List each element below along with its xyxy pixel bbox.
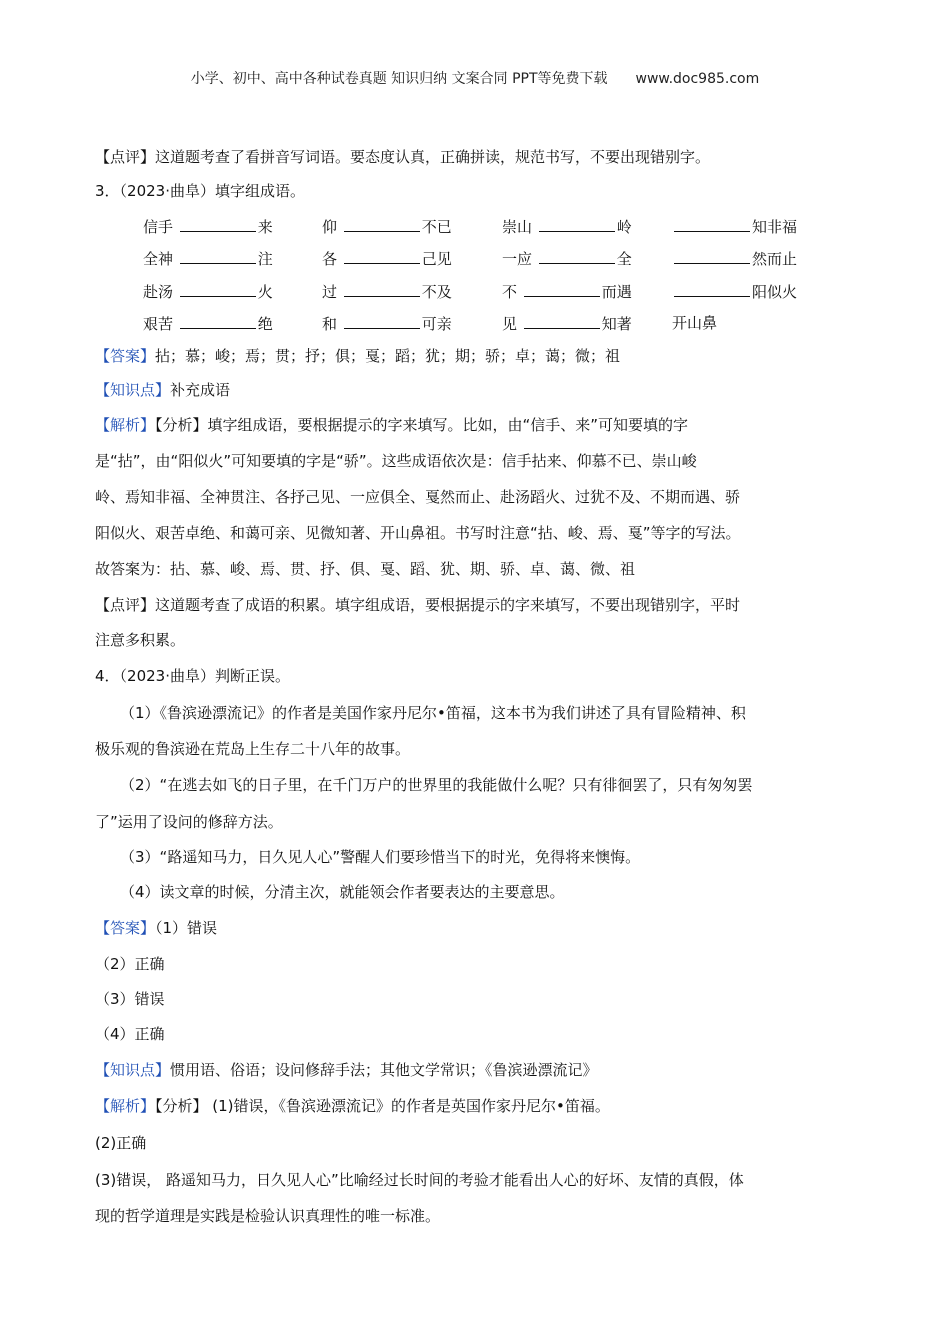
q4-analysis-line-2: (3)错误， 路遥知马力，日久见人心”比喻经过长时间的考验才能看出人心的好坏、友情的真假，体 — [95, 1171, 744, 1189]
q3-title: 3．（2023·曲阜）填字组成语。 — [95, 182, 305, 200]
idiom-item — [322, 281, 452, 302]
analysis-text: 【分析】填字组成语，要根据提示的字来填写。比如，由“信手、来”可知要填的字 — [155, 416, 689, 434]
idiom-item — [143, 313, 273, 334]
q3-answer — [95, 346, 620, 366]
idiom-prefix: 崇山 — [502, 218, 533, 236]
answer-tag: 【答案】 — [95, 347, 156, 365]
idiom-suffix: 而遇 — [601, 283, 632, 301]
q3-analysis-line-0 — [95, 415, 688, 435]
q3-analysis-line-1: 是“拈”，由“阳似火”可知要填的字是“骄”。这些成语依次是：信手拈来、仰慕不已、崇山峻 — [95, 452, 697, 470]
idiom-prefix: 全神 — [143, 250, 174, 268]
idiom-item — [502, 281, 632, 302]
fill-blank[interactable] — [524, 313, 600, 329]
fill-blank[interactable] — [674, 248, 750, 264]
q4-item-1-line-1: 极乐观的鲁滨逊在荒岛上生存二十八年的故事。 — [95, 740, 411, 758]
idiom-prefix: 一应 — [502, 250, 533, 268]
analysis-text: 【分析】 (1)错误，《鲁滨逊漂流记》的作者是英国作家丹尼尔•笛福。 — [155, 1097, 610, 1115]
idiom-item — [502, 248, 632, 269]
answer-tag: 【答案】 — [95, 919, 156, 937]
q3-comment-line-0 — [95, 595, 740, 615]
idiom-prefix: 过 — [322, 283, 338, 301]
answer-text: 拈；慕；峻；焉；贯；抒；俱；戛；蹈；犹；期；骄；卓；蔼；微；祖 — [155, 347, 621, 365]
idiom-suffix: 可亲 — [421, 315, 452, 333]
idiom-item — [143, 281, 273, 302]
idiom-suffix: 知著 — [601, 315, 632, 333]
q4-title: 4．（2023·曲阜）判断正误。 — [95, 667, 290, 685]
q4-answer — [95, 918, 217, 938]
idiom-suffix: 注 — [257, 250, 273, 268]
answer-1: （1）错误 — [155, 919, 218, 937]
idiom-item — [672, 216, 797, 237]
fill-blank[interactable] — [180, 313, 256, 329]
q4-item-2-line-0: （2）“在逃去如飞的日子里，在千门万户的世界里的我能做什么呢？只有徘徊罢了，只有匆匆罢 — [120, 776, 753, 794]
answer-4: （4）正确 — [95, 1025, 165, 1043]
q4-item-2-line-1: 了”运用了设问的修辞方法。 — [95, 813, 283, 831]
q3-analysis-line-3: 阳似火、艰苦卓绝、和蔼可亲、见微知著、开山鼻祖。书写时注意“拈、峻、焉、戛”等字的写法。 — [95, 524, 741, 542]
idiom-prefix: 和 — [322, 315, 338, 333]
idiom-suffix: 阳似火 — [752, 283, 798, 301]
idiom-prefix: 信手 — [143, 218, 174, 236]
fill-blank[interactable] — [344, 248, 420, 264]
idiom-suffix: 全 — [616, 250, 632, 268]
q4-analysis-line-1: (2)正确 — [95, 1134, 147, 1152]
fill-blank[interactable] — [539, 248, 615, 264]
kp-text: 惯用语、俗语；设问修辞手法；其他文学常识；《鲁滨逊漂流记》 — [170, 1061, 598, 1079]
fill-blank[interactable] — [344, 281, 420, 297]
q4-item-1-line-0: （1）《鲁滨逊漂流记》的作者是美国作家丹尼尔•笛福，这本书为我们讲述了具有冒险精神、积 — [120, 704, 746, 722]
idiom-suffix: 来 — [257, 218, 273, 236]
fill-blank[interactable] — [180, 216, 256, 232]
idiom-prefix: 艰苦 — [143, 315, 174, 333]
answer-3: （3）错误 — [95, 990, 165, 1008]
idiom-suffix: 己见 — [421, 250, 452, 268]
idiom-suffix: 火 — [257, 283, 273, 301]
comment-text: 这道题考查了成语的积累。填字组成语，要根据提示的字来填写，不要出现错别字，平时 — [155, 596, 741, 614]
idiom-prefix: 仰 — [322, 218, 338, 236]
idiom-item — [322, 216, 452, 237]
idiom-item — [672, 281, 797, 302]
fill-blank[interactable] — [674, 216, 750, 232]
idiom-prefix: 开山鼻 — [672, 314, 718, 332]
idiom-suffix: 岭 — [616, 218, 632, 236]
page-header — [0, 68, 950, 88]
idiom-prefix: 见 — [502, 315, 518, 333]
fill-blank[interactable] — [524, 281, 600, 297]
idiom-suffix: 绝 — [257, 315, 273, 333]
fill-blank[interactable] — [180, 248, 256, 264]
idiom-item — [143, 216, 273, 237]
fill-blank[interactable] — [674, 281, 750, 297]
comment-tag: 【点评】 — [95, 148, 156, 166]
q4-knowledge-point — [95, 1060, 598, 1080]
header-url[interactable]: www.doc985.com — [635, 71, 760, 87]
fill-blank[interactable] — [344, 313, 420, 329]
idiom-suffix: 不及 — [421, 283, 452, 301]
prev-comment — [95, 147, 710, 167]
fill-blank[interactable] — [344, 216, 420, 232]
q4-analysis-line-0 — [95, 1096, 610, 1116]
idiom-prefix: 各 — [322, 250, 338, 268]
idiom-item — [672, 313, 717, 333]
comment-text: 这道题考查了看拼音写词语。要态度认真，正确拼读，规范书写，不要出现错别字。 — [155, 148, 711, 166]
idiom-item — [672, 248, 797, 269]
analysis-tag: 【解析】 — [95, 1097, 156, 1115]
idiom-prefix: 赴汤 — [143, 283, 174, 301]
idiom-suffix: 知非福 — [752, 218, 798, 236]
idiom-suffix: 然而止 — [752, 250, 798, 268]
q3-analysis-line-2: 岭、焉知非福、全神贯注、各抒己见、一应俱全、戛然而止、赴汤蹈火、过犹不及、不期而遇、骄 — [95, 488, 741, 506]
idiom-prefix: 不 — [502, 283, 518, 301]
header-text: 小学、初中、高中各种试卷真题 知识归纳 文案合同 PPT等免费下载 — [190, 71, 608, 87]
kp-tag: 【知识点】 — [95, 1061, 171, 1079]
kp-text: 补充成语 — [170, 381, 231, 399]
idiom-item — [502, 216, 632, 237]
idiom-item — [143, 248, 273, 269]
fill-blank[interactable] — [539, 216, 615, 232]
idiom-item — [322, 248, 452, 269]
q4-item-4: （4）读文章的时候，分清主次，就能领会作者要表达的主要意思。 — [120, 883, 565, 901]
fill-blank[interactable] — [180, 281, 256, 297]
analysis-tag: 【解析】 — [95, 416, 156, 434]
idiom-item — [322, 313, 452, 334]
idiom-suffix: 不已 — [421, 218, 452, 236]
q4-analysis-line-3: 现的哲学道理是实践是检验认识真理性的唯一标准。 — [95, 1207, 441, 1225]
comment-tag: 【点评】 — [95, 596, 156, 614]
q4-item-3: （3）“路遥知马力，日久见人心”警醒人们要珍惜当下的时光，免得将来懊悔。 — [120, 848, 641, 866]
q3-comment-line-1: 注意多积累。 — [95, 631, 186, 649]
answer-2: （2）正确 — [95, 955, 165, 973]
kp-tag: 【知识点】 — [95, 381, 171, 399]
q3-analysis-line-4: 故答案为：拈、慕、峻、焉、贯、抒、俱、戛、蹈、犹、期、骄、卓、蔼、微、祖 — [95, 560, 636, 578]
q3-knowledge-point — [95, 380, 230, 400]
idiom-item — [502, 313, 632, 334]
